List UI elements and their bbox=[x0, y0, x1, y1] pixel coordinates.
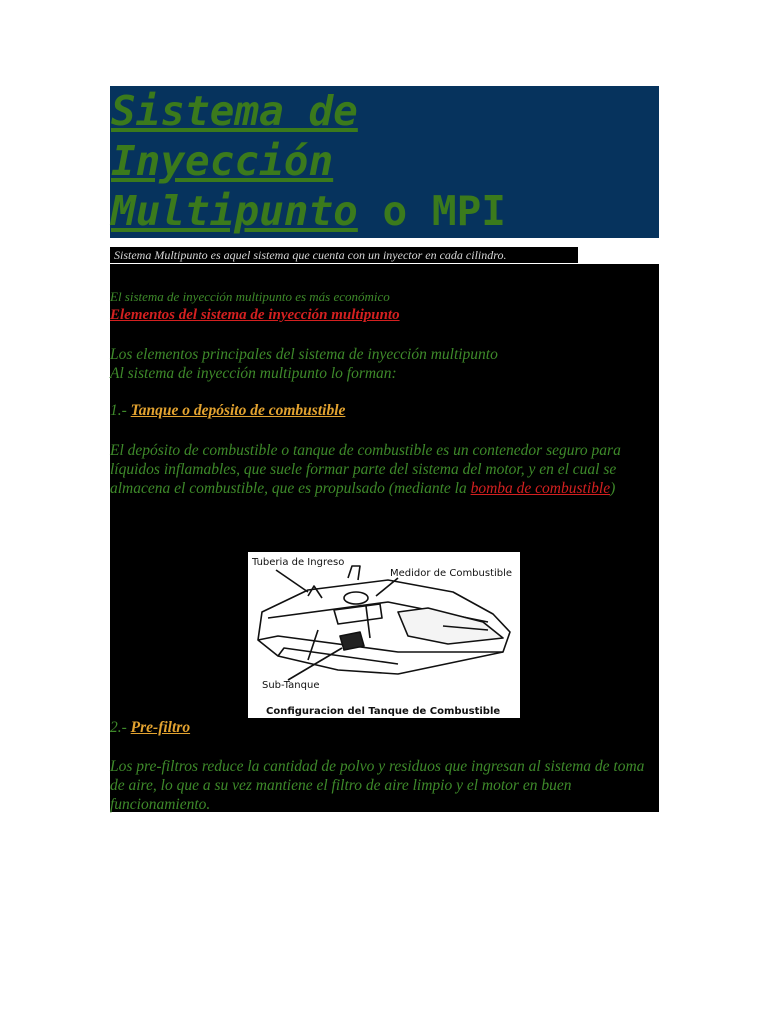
fuel-pump-link[interactable]: bomba de combustible bbox=[470, 480, 611, 497]
section-1-title-link[interactable]: Tanque o depósito de combustible bbox=[130, 402, 346, 419]
section-2-title-link[interactable]: Pre-filtro bbox=[130, 719, 191, 736]
tank-drawing bbox=[258, 566, 513, 680]
body-block bbox=[110, 264, 659, 812]
economy-line: El sistema de inyección multipunto es más económico bbox=[110, 289, 390, 304]
section-1-text-end: ) bbox=[610, 480, 616, 497]
section-1-number: 1.- bbox=[110, 402, 131, 419]
fuel-tank-figure bbox=[248, 552, 520, 718]
title-line-3-underlined: Multipunto bbox=[111, 187, 358, 235]
section-2-heading bbox=[110, 719, 190, 737]
title-block bbox=[110, 86, 659, 238]
section-1-text: El depósito de combustible o tanque de combustible es un contenedor seguro para líquidos inflamables, que suele formar parte del sistema del motor, y en el cual se almacena el combustible, que es propulsado (mediante la bbox=[110, 442, 621, 497]
page-title bbox=[110, 86, 659, 236]
figure-label-inlet: Tuberia de Ingreso bbox=[252, 557, 345, 568]
section-1-paragraph bbox=[110, 441, 659, 498]
section-2-paragraph: Los pre-filtros reduce la cantidad de polvo y residuos que ingresan al sistema de toma de aire, lo que a su vez mantiene el filtro de aire limpio y el motor en buen funcionamiento. bbox=[110, 758, 645, 813]
section-1-heading bbox=[110, 402, 345, 420]
title-line-1: Sistema de bbox=[111, 87, 358, 135]
figure-caption: Configuracion del Tanque de Combustible bbox=[266, 706, 501, 717]
elements-line-1: Los elementos principales del sistema de inyección multipunto bbox=[110, 346, 498, 363]
figure-label-gauge: Medidor de Combustible bbox=[390, 568, 513, 579]
figure-label-subtank: Sub-Tanque bbox=[262, 680, 320, 691]
intro-strip bbox=[110, 247, 578, 263]
intro-text: Sistema Multipunto es aquel sistema que cuenta con un inyector en cada cilindro. bbox=[114, 248, 507, 262]
title-line-2: Inyección bbox=[111, 137, 334, 185]
title-line-3-rest: o MPI bbox=[357, 187, 506, 235]
elements-heading[interactable]: Elementos del sistema de inyección multipunto bbox=[110, 307, 400, 323]
fuel-tank-illustration bbox=[248, 552, 520, 718]
section-2-number: 2.- bbox=[110, 719, 131, 736]
elements-line-2: Al sistema de inyección multipunto lo forman: bbox=[110, 365, 397, 382]
